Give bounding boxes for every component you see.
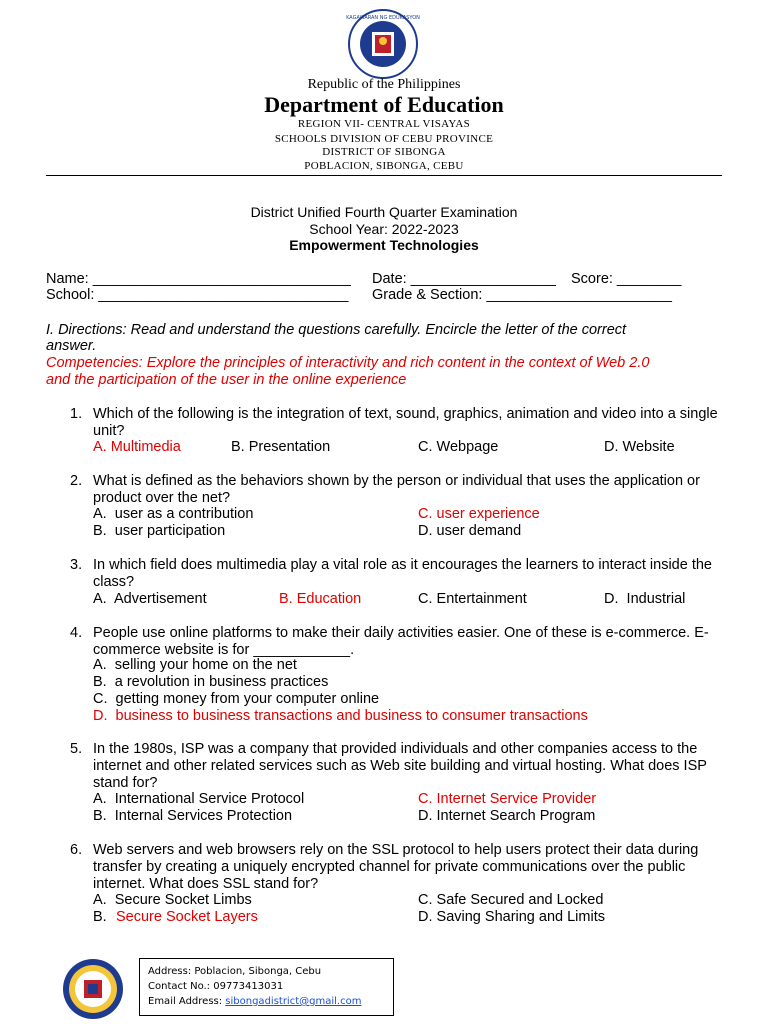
q4-option-c: C. getting money from your computer online	[93, 691, 380, 707]
q5-option-b: B. Internal Services Protection	[93, 808, 293, 824]
q3-option-b: B. Education	[279, 591, 362, 607]
q5-option-d: D. Internet Search Program	[418, 808, 596, 824]
q4-option-a: A. selling your home on the net	[93, 657, 297, 673]
q6-option-c: C. Safe Secured and Locked	[418, 892, 604, 908]
q2-option-c: C. user experience	[418, 506, 540, 522]
department-title: Department of Education	[264, 92, 504, 117]
question-5-text: In the 1980s, ISP was a company that provided individuals and other companies access to the internet and other related services such as Web site building and virtual hosting. What does ISP stand for?	[93, 741, 707, 791]
q6-option-b: Secure Socket Layers	[116, 909, 258, 925]
division-line: SCHOOLS DIVISION OF CEBU PROVINCE	[274, 133, 494, 145]
q5-option-c: C. Internet Service Provider	[418, 791, 597, 807]
grade-section-field: Grade & Section: _______________________	[372, 287, 672, 303]
exam-title: District Unified Fourth Quarter Examination	[250, 204, 518, 220]
school-field: School: _______________________________	[46, 287, 349, 303]
subject-title: Empowerment Technologies	[289, 237, 479, 253]
score-field: Score: ________	[571, 271, 682, 287]
q4-option-b: B. a revolution in business practices	[93, 674, 329, 690]
header-divider	[46, 175, 722, 176]
question-5-number: 5.	[70, 741, 83, 757]
q2-option-a: A. user as a contribution	[93, 506, 254, 522]
republic-label: Republic of the Philippines	[307, 77, 461, 92]
q1-option-b: B. Presentation	[231, 439, 331, 455]
directions-line-1: I. Directions: Read and understand the questions carefully. Encircle the letter of the correct	[46, 322, 627, 338]
q2-option-d: D. user demand	[418, 523, 522, 539]
q2-option-b: B. user participation	[93, 523, 226, 539]
school-year: School Year: 2022-2023	[309, 221, 459, 237]
question-1-number: 1.	[70, 406, 83, 422]
question-3-number: 3.	[70, 557, 83, 573]
question-6-number: 6.	[70, 842, 83, 858]
svg-text:KAGAWARAN NG EDUKASYON: KAGAWARAN NG EDUKASYON	[346, 15, 420, 21]
footer-email-line	[148, 994, 385, 1009]
question-2-text: What is defined as the behaviors shown by the person or individual that uses the application or product over the net?	[93, 473, 700, 506]
question-2-number: 2.	[70, 473, 83, 489]
q6-option-d: D. Saving Sharing and Limits	[418, 909, 605, 925]
deped-seal-logo	[340, 8, 426, 80]
q5-option-a: A. International Service Protocol	[93, 791, 305, 807]
question-4-text: People use online platforms to make their daily activities easier. One of these is e-commerce. E-commerce website is for ____________.	[93, 625, 709, 658]
q6-option-b-letter: B.	[93, 909, 115, 925]
q1-option-d: D. Website	[604, 439, 675, 455]
district-seal-logo	[62, 958, 124, 1020]
footer-email-label: Email Address:	[148, 996, 226, 1007]
contact-info-box	[139, 958, 394, 1016]
question-1-text: Which of the following is the integration of text, sound, graphics, animation and video into a single unit?	[93, 406, 718, 439]
q1-option-c: C. Webpage	[418, 439, 499, 455]
footer-contact: Contact No.: 09773413031	[148, 981, 284, 992]
q1-option-a: A. Multimedia	[93, 439, 181, 455]
q3-option-a: A. Advertisement	[93, 591, 207, 607]
competency-line-2: and the participation of the user in the online experience	[46, 372, 407, 388]
name-field: Name: ________________________________	[46, 271, 351, 287]
q3-option-d: D. Industrial	[604, 591, 686, 607]
question-3-text: In which field does multimedia play a vital role as it encourages the learners to interact inside the class?	[93, 557, 712, 590]
date-field: Date: __________________	[372, 271, 556, 287]
competency-line-1: Competencies: Explore the principles of interactivity and rich content in the context of Web 2.0	[46, 355, 650, 371]
footer-address: Address: Poblacion, Sibonga, Cebu	[148, 966, 322, 977]
question-4-number: 4.	[70, 625, 83, 641]
footer-email-link[interactable]: sibongadistrict@gmail.com	[225, 996, 362, 1007]
directions-line-2: answer.	[46, 338, 97, 354]
question-6-text: Web servers and web browsers rely on the SSL protocol to help users protect their data during transfer by creating a uniquely encrypted channel for private communications over the public internet. What does SSL stand for?	[93, 842, 699, 892]
region-line: REGION VII- CENTRAL VISAYAS	[297, 118, 471, 130]
district-line: DISTRICT OF SIBONGA	[322, 146, 446, 158]
q6-option-a: A. Secure Socket Limbs	[93, 892, 252, 908]
q3-option-c: C. Entertainment	[418, 591, 527, 607]
location-line: POBLACION, SIBONGA, CEBU	[304, 160, 464, 172]
q4-option-d: D. business to business transactions and business to consumer transactions	[93, 708, 588, 724]
